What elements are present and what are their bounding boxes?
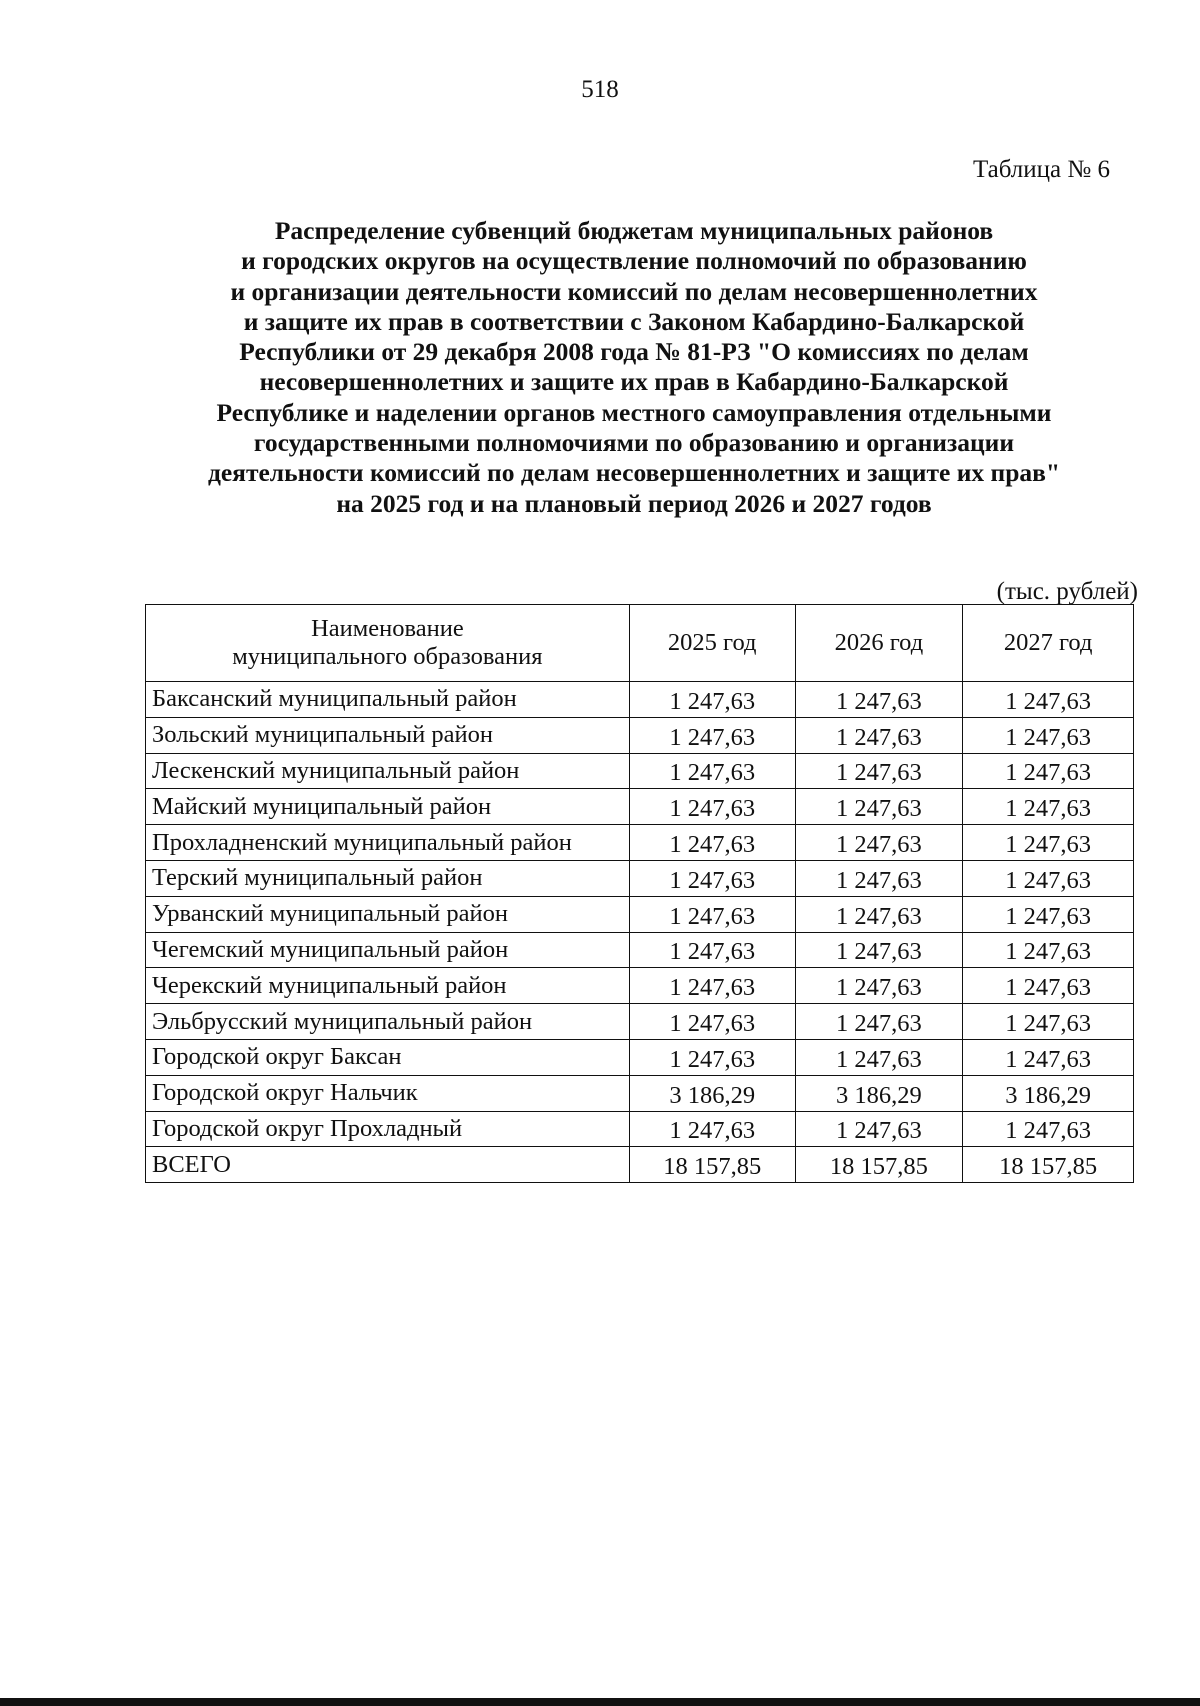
row-name: Городской округ Баксан [146,1039,630,1075]
row-name: Прохладненский муниципальный район [146,825,630,861]
table-row [146,1111,1134,1147]
table-label: Таблица № 6 [972,156,1110,183]
value-2026: 1 247,63 [795,789,963,825]
title-line: деятельности комиссий по делам несовершеннолетних и защите их прав" [207,458,1061,488]
value-2027: 1 247,63 [963,753,1134,789]
scan-bottom-edge [0,1698,1200,1706]
value-2026: 1 247,63 [795,825,963,861]
title-line: и организации деятельности комиссий по делам несовершеннолетних [230,276,1038,306]
row-name: Городской округ Прохладный [146,1111,630,1147]
subvention-table [145,604,1134,1183]
value-2026: 1 247,63 [795,1004,963,1040]
value-2025: 1 247,63 [629,896,795,932]
value-2026: 1 247,63 [795,932,963,968]
value-2027: 1 247,63 [963,932,1134,968]
value-2027: 1 247,63 [963,860,1134,896]
value-2025: 1 247,63 [629,1039,795,1075]
total-2025: 18 157,85 [629,1147,795,1183]
header-year-2026: 2026 год [795,605,963,682]
header-name-line2: муниципального образования [232,643,543,670]
title-line: на 2025 год и на плановый период 2026 и 2027 годов [336,488,932,518]
value-2026: 1 247,63 [795,1111,963,1147]
table-header-row [146,605,1134,682]
table-row [146,968,1134,1004]
value-2026: 1 247,63 [795,682,963,718]
table-row [146,1004,1134,1040]
value-2027: 1 247,63 [963,1039,1134,1075]
value-2027: 1 247,63 [963,968,1134,1004]
title-line: и городских округов на осуществление полномочий по образованию [241,246,1027,276]
value-2026: 1 247,63 [795,896,963,932]
table-row [146,753,1134,789]
table-row [146,1075,1134,1111]
value-2027: 3 186,29 [963,1075,1134,1111]
total-label: ВСЕГО [146,1147,630,1183]
total-2027: 18 157,85 [963,1147,1134,1183]
table-row [146,860,1134,896]
value-2025: 1 247,63 [629,753,795,789]
row-name: Терский муниципальный район [146,860,630,896]
value-2025: 1 247,63 [629,717,795,753]
table-row [146,789,1134,825]
value-2025: 1 247,63 [629,682,795,718]
row-name: Эльбрусский муниципальный район [146,1004,630,1040]
title-line: Республике и наделении органов местного самоуправления отдельными [216,397,1052,427]
value-2025: 3 186,29 [629,1075,795,1111]
title-line: и защите их прав в соответствии с Законом Кабардино-Балкарской [243,306,1025,336]
value-2025: 1 247,63 [629,932,795,968]
table-row [146,1039,1134,1075]
value-2025: 1 247,63 [629,825,795,861]
table-total-row [146,1147,1134,1183]
value-2025: 1 247,63 [629,968,795,1004]
row-name: Майский муниципальный район [146,789,630,825]
value-2027: 1 247,63 [963,896,1134,932]
header-name-line1: Наименование [311,615,464,642]
value-2027: 1 247,63 [963,717,1134,753]
row-name: Баксанский муниципальный район [146,682,630,718]
value-2026: 1 247,63 [795,717,963,753]
value-2027: 1 247,63 [963,789,1134,825]
header-year-2025: 2025 год [629,605,795,682]
table-row [146,896,1134,932]
row-name: Городской округ Нальчик [146,1075,630,1111]
value-2027: 1 247,63 [963,1004,1134,1040]
table-row [146,825,1134,861]
document-title [100,216,1168,519]
title-line: несовершеннолетних и защите их прав в Кабардино-Балкарской [259,367,1009,397]
value-2026: 1 247,63 [795,753,963,789]
title-line: Распределение субвенций бюджетам муниципальных районов [274,216,994,245]
table-row [146,932,1134,968]
row-name: Зольский муниципальный район [146,717,630,753]
value-2027: 1 247,63 [963,682,1134,718]
value-2026: 1 247,63 [795,1039,963,1075]
total-2026: 18 157,85 [795,1147,963,1183]
table-row [146,717,1134,753]
row-name: Лескенский муниципальный район [146,753,630,789]
title-line: Республики от 29 декабря 2008 года № 81-РЗ "О комиссиях по делам [239,337,1029,367]
units-note: (тыс. рублей) [996,578,1138,605]
page-number: 518 [581,76,619,103]
value-2025: 1 247,63 [629,789,795,825]
title-line: государственными полномочиями по образованию и организации [253,428,1015,458]
header-year-2027: 2027 год [963,605,1134,682]
row-name: Черекский муниципальный район [146,968,630,1004]
header-name-column [146,605,630,682]
value-2027: 1 247,63 [963,1111,1134,1147]
value-2025: 1 247,63 [629,860,795,896]
value-2025: 1 247,63 [629,1004,795,1040]
table-row [146,682,1134,718]
value-2026: 1 247,63 [795,968,963,1004]
value-2027: 1 247,63 [963,825,1134,861]
value-2025: 1 247,63 [629,1111,795,1147]
value-2026: 3 186,29 [795,1075,963,1111]
row-name: Урванский муниципальный район [146,896,630,932]
value-2026: 1 247,63 [795,860,963,896]
row-name: Чегемский муниципальный район [146,932,630,968]
